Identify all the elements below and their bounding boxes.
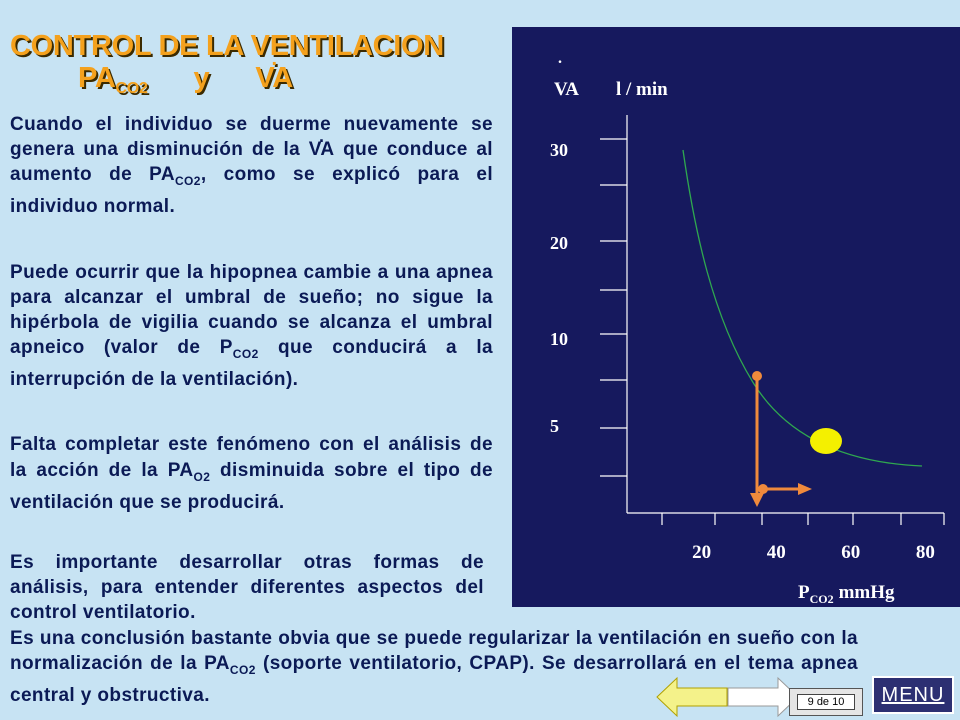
y-tick-label-30: 30 (550, 140, 568, 160)
y-axis-dot: . (558, 50, 562, 67)
x-tick-label-60: 60 (841, 542, 861, 563)
paragraph-pao2-analysis: Falta completar este fenómeno con el análisis de la acción de la $PA_{O2}$ disminuida sobre el tipo de ventilación que se producirá. (10, 434, 493, 513)
title-va: . VA (255, 62, 293, 94)
back-arrow-button[interactable] (655, 676, 729, 718)
menu-label: MENU (881, 683, 945, 706)
y-tick-label-10: 10 (550, 329, 568, 349)
hyperbola-curve (683, 150, 922, 466)
title-line1: CONTROL DE LA VENTILACION (10, 30, 444, 62)
y-axis-ticks (600, 139, 627, 476)
title-pa: PA (78, 62, 116, 94)
title-y: y (193, 62, 210, 94)
ventilation-chart (512, 27, 960, 607)
yellow-ellipse-marker (810, 428, 842, 454)
title-line2 (10, 62, 500, 105)
x-tick-label-20: 20 (692, 542, 712, 563)
y-axis-label: VA (554, 79, 579, 100)
paragraph-other-analysis: Es importante desarrollar otras formas de análisis, para entender diferentes aspectos del control ventilatorio. (10, 552, 484, 623)
inline-va-dot: . VA (309, 137, 335, 162)
y-axis-unit: l / min (616, 79, 668, 100)
x-tick-label-40: 40 (766, 542, 786, 563)
title-co2-subscript: CO2 (115, 80, 148, 97)
x-tick-labels (692, 542, 935, 563)
paragraph-conclusion: Es una conclusión bastante obvia que se puede regularizar la ventilación en sueño con la normalización de la $PA_{CO2}$ (soporte ventilatorio, CPAP). Se desarrollará en el tema apnea central y obstructiva. (10, 628, 859, 706)
down-arrow-head (750, 493, 764, 507)
x-axis-ticks (662, 513, 944, 525)
chart-svg (512, 27, 960, 607)
y-tick-label-20: 20 (550, 233, 568, 253)
y-tick-label-5: 5 (550, 416, 559, 436)
paragraph-hypopnea-apnea: Puede ocurrir que la hipopnea cambie a una apnea para alcanzar el umbral de sueño; no sigue la hipérbola de vigilia cuando se alcanza el umbral apneico (valor de $P_{CO2}$ que conducirá a la interrupción de la ventilación). (10, 262, 493, 390)
right-arrow-head (798, 483, 812, 495)
paragraph-sleep-va-decrease: Cuando el individuo se duerme nuevamente se genera una disminución de la . VA que conduce al aumento de $PA_{CO2}$, como se explicó para el individuo normal. (10, 112, 493, 219)
x-tick-label-80: 80 (915, 542, 935, 563)
x-axis-label: $P_{CO2}$ mmHg (798, 582, 895, 606)
page-indicator (789, 688, 863, 716)
menu-button[interactable] (872, 676, 954, 714)
slide-title (10, 30, 500, 105)
page-label: 9 de 10 (797, 694, 856, 710)
